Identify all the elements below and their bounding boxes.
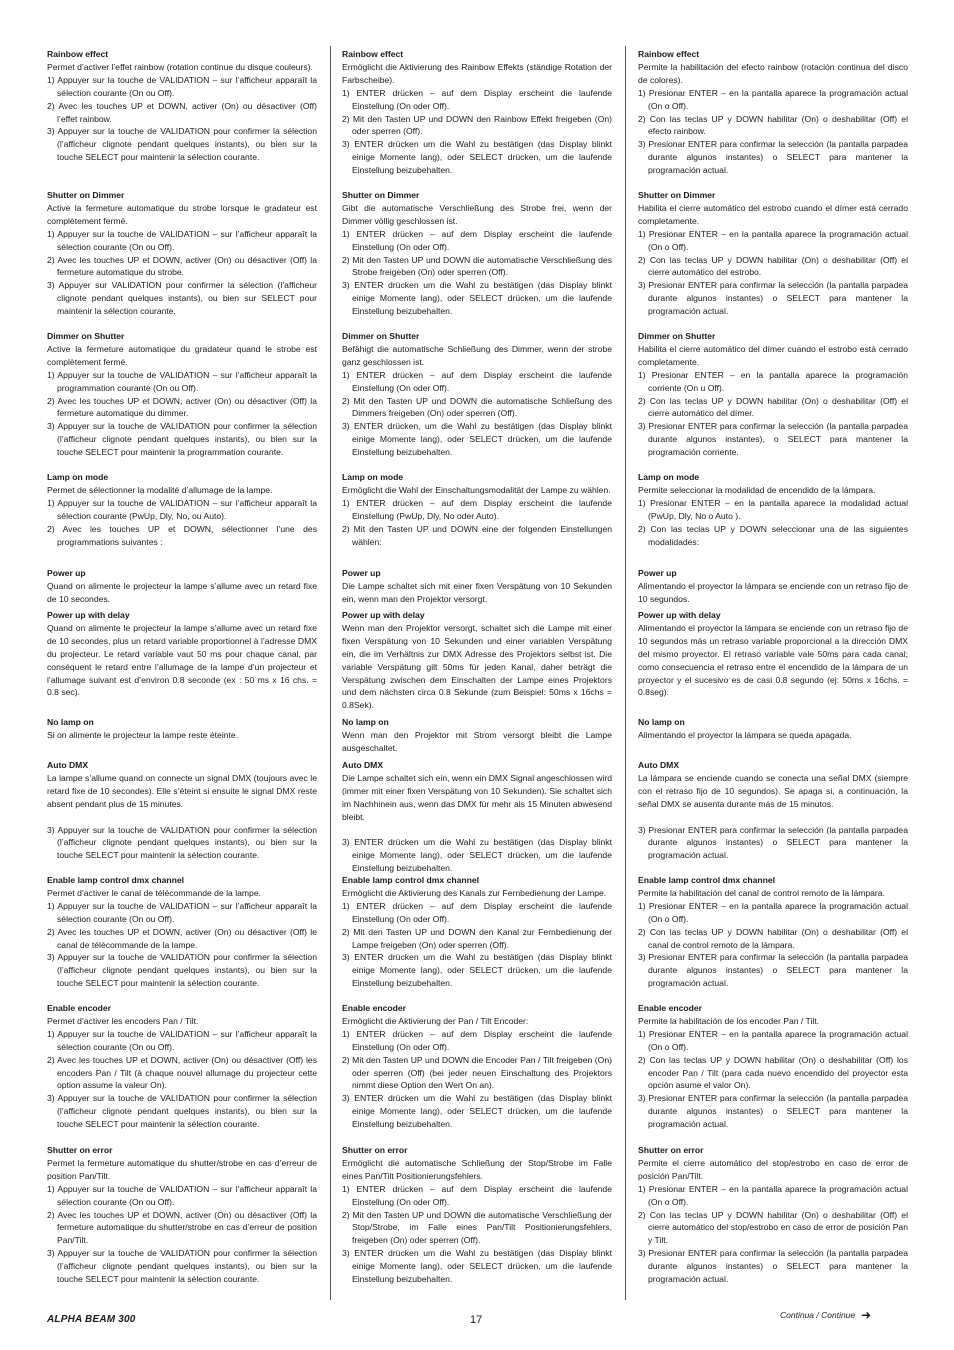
section-intro: Permet d’activer l’effet rainbow (rotation continue du disque couleurs). xyxy=(47,61,313,72)
section-intro: Si on alimente le projecteur la lampe reste éteinte. xyxy=(47,729,239,740)
section-intro: Alimentando el proyector la lámpara se enciende con un retraso fijo de 10 segundos. xyxy=(638,580,908,604)
settings-section xyxy=(638,330,908,459)
section-title: Shutter on error xyxy=(47,1145,113,1155)
section-step: 3) ENTER drücken um die Wahl zu bestätigen (das Display blinkt einige Momente lang), oder SELECT drücken, um die laufende Einstellung beizubehalten. xyxy=(342,1248,612,1285)
section-step: 2) Mit den Tasten UP und DOWN eine der folgenden Einstellungen wählen: xyxy=(342,523,612,547)
page-number: 17 xyxy=(470,1314,483,1326)
section-intro: Active la fermeture automatique du gradateur quand le strobe est complètement fermé. xyxy=(47,343,317,367)
section-title: Auto DMX xyxy=(342,760,384,770)
section-intro: Wenn man den Projektor mit Strom versorgt bleibt die Lampe ausgeschaltet. xyxy=(342,729,612,753)
section-step: 3) Appuyer sur la touche de VALIDATION pour confirmer la sélection (l’afficheur clignote pendant quelques instants), ou bien sur la touche SELECT pour maintenir la sélection courante. xyxy=(47,824,317,861)
section-step: 3) ENTER drücken um die Wahl zu bestätigen (das Display blinkt einige Momente lang), oder SELECT drücken, um die laufende Einstellung beizubehalten. xyxy=(342,837,612,874)
settings-section xyxy=(342,471,612,548)
section-step: 1) ENTER drücken – auf dem Display erscheint die laufende Einstellung (On oder Off). xyxy=(342,369,612,393)
spacer xyxy=(342,824,612,837)
section-step: 2) Con las teclas UP y DOWN seleccionar una de las siguientes modalidades: xyxy=(638,523,908,547)
section-title: No lamp on xyxy=(342,717,389,727)
section-intro: Ermöglicht die Aktivierung der Pan / Tilt Encoder: xyxy=(342,1015,529,1026)
settings-section xyxy=(638,716,908,742)
settings-section xyxy=(342,874,612,990)
footer-brand: ALPHA BEAM 300 xyxy=(47,1314,136,1325)
section-step: 3) Presionar ENTER para confirmar la selección (la pantalla parpadea durante algunos instantes) o SELECT para mantener la programación actual. xyxy=(638,280,908,317)
section-step: 3) ENTER drücken, um die Wahl zu bestätigen (das Display blinkt einige Momente lang), oder SELECT drücken, um die laufende Einstellung beizubehalten. xyxy=(342,421,612,458)
section-title: Enable lamp control dmx channel xyxy=(47,875,185,885)
section-step: 1) Presionar ENTER – en la pantalla aparece la modalidad actual (PwUp, Dly, No o Auto ). xyxy=(638,497,908,521)
section-title: Shutter on Dimmer xyxy=(342,190,420,200)
section-step: 3) Presionar ENTER para confirmar la selección (la pantalla parpadea durante algunos instantes) o SELECT para mantener la programación actual. xyxy=(638,952,908,989)
section-step: 1) ENTER drücken – auf dem Display erscheint die laufende Einstellung (On oder Off). xyxy=(342,900,612,924)
section-title: Dimmer on Shutter xyxy=(638,331,716,341)
section-intro: Permite seleccionar la modalidad de encendido de la lámpara. xyxy=(638,484,876,495)
section-intro: Alimentando el proyector la lámpara se queda apagada. xyxy=(638,729,852,740)
section-intro: Ermöglicht die automatische Schließung der Stop/Strobe im Falle eines Pan/Tilt Positionierungsfehlers. xyxy=(342,1157,612,1181)
section-intro: Habilita el cierre automático del dímer cuando el estrobo está cerrado completamente. xyxy=(638,343,908,367)
section-title: Lamp on mode xyxy=(342,472,404,482)
section-intro: La lampe s’allume quand on connecte un signal DMX (toujours avec le retard fixe de 10 secondes). Elle s’éteint si ensuite le signal DMX reste absent pendant plus de 15 minutes. xyxy=(47,772,317,809)
section-step: 1) Appuyer sur la touche de VALIDATION – sur l’afficheur apparaît la sélection courante (On ou Off). xyxy=(47,74,317,98)
settings-section xyxy=(342,1144,612,1286)
settings-section xyxy=(638,471,908,548)
section-title: No lamp on xyxy=(638,717,685,727)
settings-section xyxy=(638,759,908,862)
section-intro: Gibt die automatische Verschließung des Strobe frei, wenn der Dimmer völlig geschlossen ist. xyxy=(342,202,612,226)
section-step: 1) ENTER drücken – auf dem Display erscheint die laufende Einstellung (On oder Off). xyxy=(342,1183,612,1207)
settings-section xyxy=(638,874,908,990)
section-step: 1) ENTER drücken – auf dem Display erscheint die laufende Einstellung (On oder Off). xyxy=(342,1028,612,1052)
settings-section xyxy=(342,609,612,712)
section-step: 2) Avec les touches UP et DOWN, activer (On) ou désactiver (Off) la fermeture automatique du shutter/strobe en cas d’erreur de position Pan/Tilt. xyxy=(47,1209,317,1246)
section-intro: Quand on alimente le projecteur la lampe s’allume avec un retard fixe de 10 secondes, plus un retard variable proportionnel à l’adresse DMX du projecteur. Le retard variable vaut 50 ms pour chaque canal, par conséquent le retard entre l’allumage de la lampe d’un projecteur et l’allumage suivant est d’environ 0.8 seconde (ex : 50 ms x 16 chs. = 0.8 sec). xyxy=(47,622,317,698)
settings-section xyxy=(638,1002,908,1131)
section-step: 3) Appuyer sur la touche de VALIDATION pour confirmer la sélection (l’afficheur clignote pendant quelques instants), ou bien sur la touche SELECT pour maintenir la sélection courante. xyxy=(47,1093,317,1130)
section-step: 3) Presionar ENTER para confirmar la selección (la pantalla parpadea durante algunos instantes) o SELECT para mantener la programación actual. xyxy=(638,824,908,861)
settings-section xyxy=(47,48,317,164)
section-title: Rainbow effect xyxy=(47,49,109,59)
settings-section xyxy=(47,471,317,548)
arrow-right-icon: ➜ xyxy=(861,1308,872,1322)
section-intro: Die Lampe schaltet sich mit einer fixen Verspätung von 10 Sekunden ein, wenn man den Projektor versorgt. xyxy=(342,580,612,604)
settings-section xyxy=(638,567,908,606)
settings-section xyxy=(638,189,908,318)
section-step: 3) Appuyer sur la touche de VALIDATION pour confirmer la sélection (l’afficheur clignote pendant quelques instants), ou bien sur la touche SELECT pour maintenir la sélection courante. xyxy=(47,952,317,989)
section-intro: Permet de sélectionner la modalité d’allumage de la lampe. xyxy=(47,484,273,495)
settings-section xyxy=(47,330,317,459)
section-title: Shutter on error xyxy=(342,1145,408,1155)
section-title: Auto DMX xyxy=(638,760,680,770)
section-step: 1) ENTER drücken – auf dem Display erscheint die laufende Einstellung (PwUp, Dly, No oder Auto). xyxy=(342,497,612,521)
section-step: 2) Avec les touches UP et DOWN, activer (On) ou désactiver (Off) la fermeture automatique du strobe. xyxy=(47,254,317,278)
section-intro: Ermöglicht die Aktivierung des Kanals zur Fernbedienung der Lampe. xyxy=(342,887,607,898)
settings-section xyxy=(47,759,317,862)
section-step: 3) ENTER drücken um die Wahl zu bestätigen (das Display blinkt einige Momente lang), oder SELECT drücken, um die laufende Einstellung beizubehalten. xyxy=(342,280,612,317)
section-step: 2) Con las teclas UP y DOWN habilitar (On) o deshabilitar (Off) el cierre automático del stop/estrobo en caso de error de posición Pan y Tilt. xyxy=(638,1209,908,1246)
section-intro: Permet d’activer le canal de télécommande de la lampe. xyxy=(47,887,262,898)
section-step: 2) Avec les touches UP et DOWN, activer (On) ou désactiver (Off) l’effet rainbow. xyxy=(47,100,317,124)
settings-section xyxy=(47,1144,317,1286)
section-intro: Befähigt die automatische Schließung des Dimmer, wenn der strobe ganz geschlossen ist. xyxy=(342,343,612,367)
section-intro: Die Lampe schaltet sich ein, wenn ein DMX Signal angeschlossen wird (immer mit einer fixen Verspätung von 10 Sekunden). Sie schaltet sich im Nachhinein aus, wenn das DMX für mehr als 15 Minuten abwesend bleibt. xyxy=(342,772,612,822)
section-step: 2) Con las teclas UP y DOWN habilitar (On) o deshabilitar (Off) el cierre automático del dímer. xyxy=(638,395,908,419)
section-intro: Alimentando el proyector la lámpara se enciende con un retraso fijo de 10 segundos más un retraso variable proporcional a la dirección DMX del mismo proyector. El retraso variable vale 50ms para cada canal; como consecuencia el retraso entre el encendido de la lámpara de un proyector y el sucesivo es de casi 0.8 segundo (ej: 50ms x 16chs. = 0.8seg). xyxy=(638,622,908,698)
settings-section xyxy=(342,567,612,606)
section-step: 1) Presionar ENTER – en la pantalla aparece la programación corriente (On u Off). xyxy=(638,369,908,393)
section-title: Shutter on Dimmer xyxy=(638,190,716,200)
section-step: 3) ENTER drücken um die Wahl zu bestätigen (das Display blinkt einige Momente lang), oder SELECT drücken, um die laufende Einstellung beizubehalten. xyxy=(342,139,612,176)
section-title: Enable lamp control dmx channel xyxy=(342,875,480,885)
section-step: 3) Appuyer sur VALIDATION pour confirmer la sélection (l’afficheur clignote pendant quelques instants), ou bien sur SELECT pour maintenir la sélection courante. xyxy=(47,280,317,317)
section-step: 3) ENTER drücken um die Wahl zu bestätigen (das Display blinkt einige Momente lang), oder SELECT drücken, um die laufende Einstellung beizubehalten. xyxy=(342,1093,612,1130)
section-step: 2) Con las teclas UP y DOWN habilitar (On) o deshabilitar (Off) el cierre automático del estrobo. xyxy=(638,254,908,278)
section-step: 2) Con las teclas UP y DOWN habilitar (On) o deshabilitar (Off) el efecto rainbow. xyxy=(638,113,908,137)
section-title: No lamp on xyxy=(47,717,94,727)
section-step: 1) Appuyer sur la touche de VALIDATION – sur l’afficheur apparaît la sélection courante (On ou Off). xyxy=(47,1183,317,1207)
section-step: 2) Mit den Tasten UP und DOWN die automatische Verschließung des Strobe freigeben (On) oder sperren (Off). xyxy=(342,254,612,278)
section-step: 2) Mit den Tasten UP und DOWN den Kanal zur Fernbedienung der Lampe freigeben (On) oder sperren (Off). xyxy=(342,926,612,950)
section-step: 1) Appuyer sur la touche de VALIDATION – sur l’afficheur apparaît la sélection courante (PwUp, Dly, No, ou Auto). xyxy=(47,497,317,521)
section-step: 2) Mit den Tasten UP und DOWN die automatische Schließung des Dimmers freigeben (On) oder sperren (Off). xyxy=(342,395,612,419)
section-title: Enable encoder xyxy=(638,1003,702,1013)
section-step: 2) Avec les touches UP et DOWN, sélectionner l’une des programmations suivantes : xyxy=(47,523,317,547)
section-step: 1) Presionar ENTER – en la pantalla aparece la programación actual (On o Off). xyxy=(638,228,908,252)
section-title: Enable encoder xyxy=(47,1003,111,1013)
section-step: 1) ENTER drücken – auf dem Display erscheint die laufende Einstellung (On oder Off). xyxy=(342,87,612,111)
section-intro: Permite la habilitación de los encoder Pan / Tilt. xyxy=(638,1015,820,1026)
section-step: 1) ENTER drücken – auf dem Display erscheint die laufende Einstellung (On oder Off). xyxy=(342,228,612,252)
section-step: 3) Appuyer sur la touche de VALIDATION pour confirmer la sélection (l’afficheur clignote pendant quelques instants), ou bien sur la touche SELECT pour maintenir la sélection courante. xyxy=(47,126,317,163)
spacer xyxy=(638,811,908,824)
section-title: Auto DMX xyxy=(47,760,89,770)
section-title: Dimmer on Shutter xyxy=(47,331,125,341)
continue-label: Continua / Continue xyxy=(780,1310,856,1320)
settings-section xyxy=(342,1002,612,1131)
section-title: Shutter on error xyxy=(638,1145,704,1155)
section-title: Power up with delay xyxy=(342,610,425,620)
section-step: 2) Con las teclas UP y DOWN habilitar (On) o deshabilitar (Off) los encoder Pan / Tilt (para cada nuevo encendido del proyector esta opción asume el valor On). xyxy=(638,1054,908,1091)
section-step: 2) Mit den Tasten UP und DOWN die Encoder Pan / Tilt freigeben (On) oder sperren (Off) (bei jeder neuen Einschaltung des Projektors nimmt diese Option den Wert On an). xyxy=(342,1054,612,1091)
section-step: 3) ENTER drücken um die Wahl zu bestätigen (das Display blinkt einige Momente lang), oder SELECT drücken, um die laufende Einstellung beizubehalten. xyxy=(342,952,612,989)
section-step: 2) Avec les touches UP et DOWN, activer (On) ou désactiver (Off) le canal de télécommande de la lampe. xyxy=(47,926,317,950)
section-title: Power up xyxy=(638,568,677,578)
section-title: Power up with delay xyxy=(47,610,130,620)
section-title: Power up xyxy=(342,568,381,578)
section-title: Enable encoder xyxy=(342,1003,406,1013)
section-step: 2) Con las teclas UP y DOWN habilitar (On) o deshabilitar (Off) el canal de control remoto de la lámpara. xyxy=(638,926,908,950)
section-intro: Quand on alimente le projecteur la lampe s’allume avec un retard fixe de 10 secondes. xyxy=(47,580,317,604)
section-step: 3) Presionar ENTER para confirmar la selección (la pantalla parpadea durante algunos instantes), o SELECT para mantener la programación corriente. xyxy=(638,421,908,458)
section-step: 3) Appuyer sur la touche de VALIDATION pour confirmer la sélection (l’afficheur clignote pendant quelques instants), ou bien sur la touche SELECT pour maintenir la sélection courante. xyxy=(47,1248,317,1285)
section-step: 3) Presionar ENTER para confirmar la selección (la pantalla parpadea durante algunos instantes) o SELECT para mantener la programación actual. xyxy=(638,1248,908,1285)
section-step: 3) Appuyer sur la touche de VALIDATION pour confirmer la sélection (l’afficheur clignote pendant quelques instants), ou bien sur la touche SELECT pour maintenir la programmation courante. xyxy=(47,421,317,458)
settings-section xyxy=(638,609,908,699)
section-title: Dimmer on Shutter xyxy=(342,331,420,341)
section-step: 1) Appuyer sur la touche de VALIDATION – sur l’afficheur apparaît la sélection courante (On ou Off). xyxy=(47,228,317,252)
settings-section xyxy=(47,567,317,606)
section-title: Shutter on Dimmer xyxy=(47,190,125,200)
section-title: Rainbow effect xyxy=(342,49,404,59)
section-intro: Permet d’activer les encoders Pan / Tilt. xyxy=(47,1015,199,1026)
section-step: 1) Appuyer sur la touche de VALIDATION – sur l’afficheur apparaît la programmation courante (On ou Off). xyxy=(47,369,317,393)
section-step: 1) Appuyer sur la touche de VALIDATION – sur l’afficheur apparaît la sélection courante (On ou Off). xyxy=(47,900,317,924)
settings-section xyxy=(47,609,317,699)
section-intro: La lámpara se enciende cuando se conecta una señal DMX (siempre con el retraso fijo de 10 segundos). Se apaga si, a continuación, la señal DMX se ausenta durante más de 15 minutos. xyxy=(638,772,908,809)
continue-note xyxy=(780,1308,871,1322)
settings-section xyxy=(47,716,317,742)
settings-section xyxy=(47,874,317,990)
section-step: 1) Presionar ENTER – en la pantalla aparece la programación actual (On o Off). xyxy=(638,1028,908,1052)
section-step: 1) Appuyer sur la touche de VALIDATION – sur l’afficheur apparaît la sélection courante (On ou Off). xyxy=(47,1028,317,1052)
settings-section xyxy=(638,1144,908,1286)
section-title: Lamp on mode xyxy=(638,472,700,482)
section-step: 3) Presionar ENTER para confirmar la selección (la pantalla parpadea durante algunos instantes) o SELECT para mantener la programación actual. xyxy=(638,139,908,176)
section-title: Rainbow effect xyxy=(638,49,700,59)
section-step: 2) Mit den Tasten UP und DOWN den Rainbow Effekt freigeben (On) oder sperren (Off). xyxy=(342,113,612,137)
settings-section xyxy=(342,759,612,875)
section-intro: Active la fermeture automatique du strobe lorsque le gradateur est complètement fermé. xyxy=(47,202,317,226)
section-intro: Ermöglicht die Aktivierung des Rainbow Effekts (ständige Rotation der Farbscheibe). xyxy=(342,61,612,85)
section-intro: Permite la habilitación del canal de control remoto de la lámpara. xyxy=(638,887,885,898)
section-title: Enable lamp control dmx channel xyxy=(638,875,776,885)
spacer xyxy=(47,811,317,824)
section-intro: Ermöglicht die Wahl der Einschaltungsmodalität der Lampe zu wählen. xyxy=(342,484,611,495)
settings-section xyxy=(47,1002,317,1131)
settings-section xyxy=(638,48,908,177)
section-intro: Wenn man den Projektor versorgt, schaltet sich die Lampe mit einer fixen Verspätung von 10 Sekunden und einer variablen Verspätung ein, die im Verhältnis zur DMX Adresse des Projektors selbst ist. Die variable Verspätung gilt 50ms für jeden Kanal, daher beträgt die Verspätung zwischen dem Einschalten der Lampe eines Projektors und dem nächsten circa 0.8 Sekunde (zum Beispiel: 50ms x 16chs = 0.8Sek). xyxy=(342,622,612,711)
section-title: Lamp on mode xyxy=(47,472,109,482)
section-step: 1) Presionar ENTER – en la pantalla aparece la programación actual (On o Off). xyxy=(638,900,908,924)
section-step: 2) Avec les touches UP et DOWN, activer (On) ou désactiver (Off) les encoders Pan / Tilt (à chaque nouvel allumage du projecteur cette option assume la valeur On). xyxy=(47,1054,317,1091)
section-step: 3) Presionar ENTER para confirmar la selección (la pantalla parpadea durante algunos instantes) o SELECT para mantener la programación actual. xyxy=(638,1093,908,1130)
column-divider xyxy=(330,46,331,1300)
section-intro: Permite la habilitación del efecto rainbow (rotación continua del disco de colores). xyxy=(638,61,908,85)
section-step: 2) Mit den Tasten UP und DOWN die automatische Verschließung der Stop/Strobe, im Falle eines Pan/Tilt Positionierungsfehlers, freigeben (On) oder sperren (Off). xyxy=(342,1209,612,1246)
section-intro: Permet la fermeture automatique du shutter/strobe en cas d’erreur de position Pan/Tilt. xyxy=(47,1157,317,1181)
section-intro: Permite el cierre automático del stop/estrobo en caso de error de posición Pan/Tilt. xyxy=(638,1157,908,1181)
settings-section xyxy=(342,716,612,755)
section-step: 2) Avec les touches UP et DOWN, activer (On) ou désactiver (Off) la fermeture automatique du dimmer. xyxy=(47,395,317,419)
column-divider xyxy=(625,46,626,1300)
section-intro: Habilita el cierre automático del estrobo cuando el dímer está cerrado completamente. xyxy=(638,202,908,226)
settings-section xyxy=(342,330,612,459)
section-step: 1) Presionar ENTER – en la pantalla aparece la programación actual (On o Off). xyxy=(638,87,908,111)
settings-section xyxy=(342,48,612,177)
section-title: Power up with delay xyxy=(638,610,721,620)
settings-section xyxy=(47,189,317,318)
section-step: 1) Presionar ENTER – en la pantalla aparece la programación actual (On o Off). xyxy=(638,1183,908,1207)
section-title: Power up xyxy=(47,568,86,578)
settings-section xyxy=(342,189,612,318)
